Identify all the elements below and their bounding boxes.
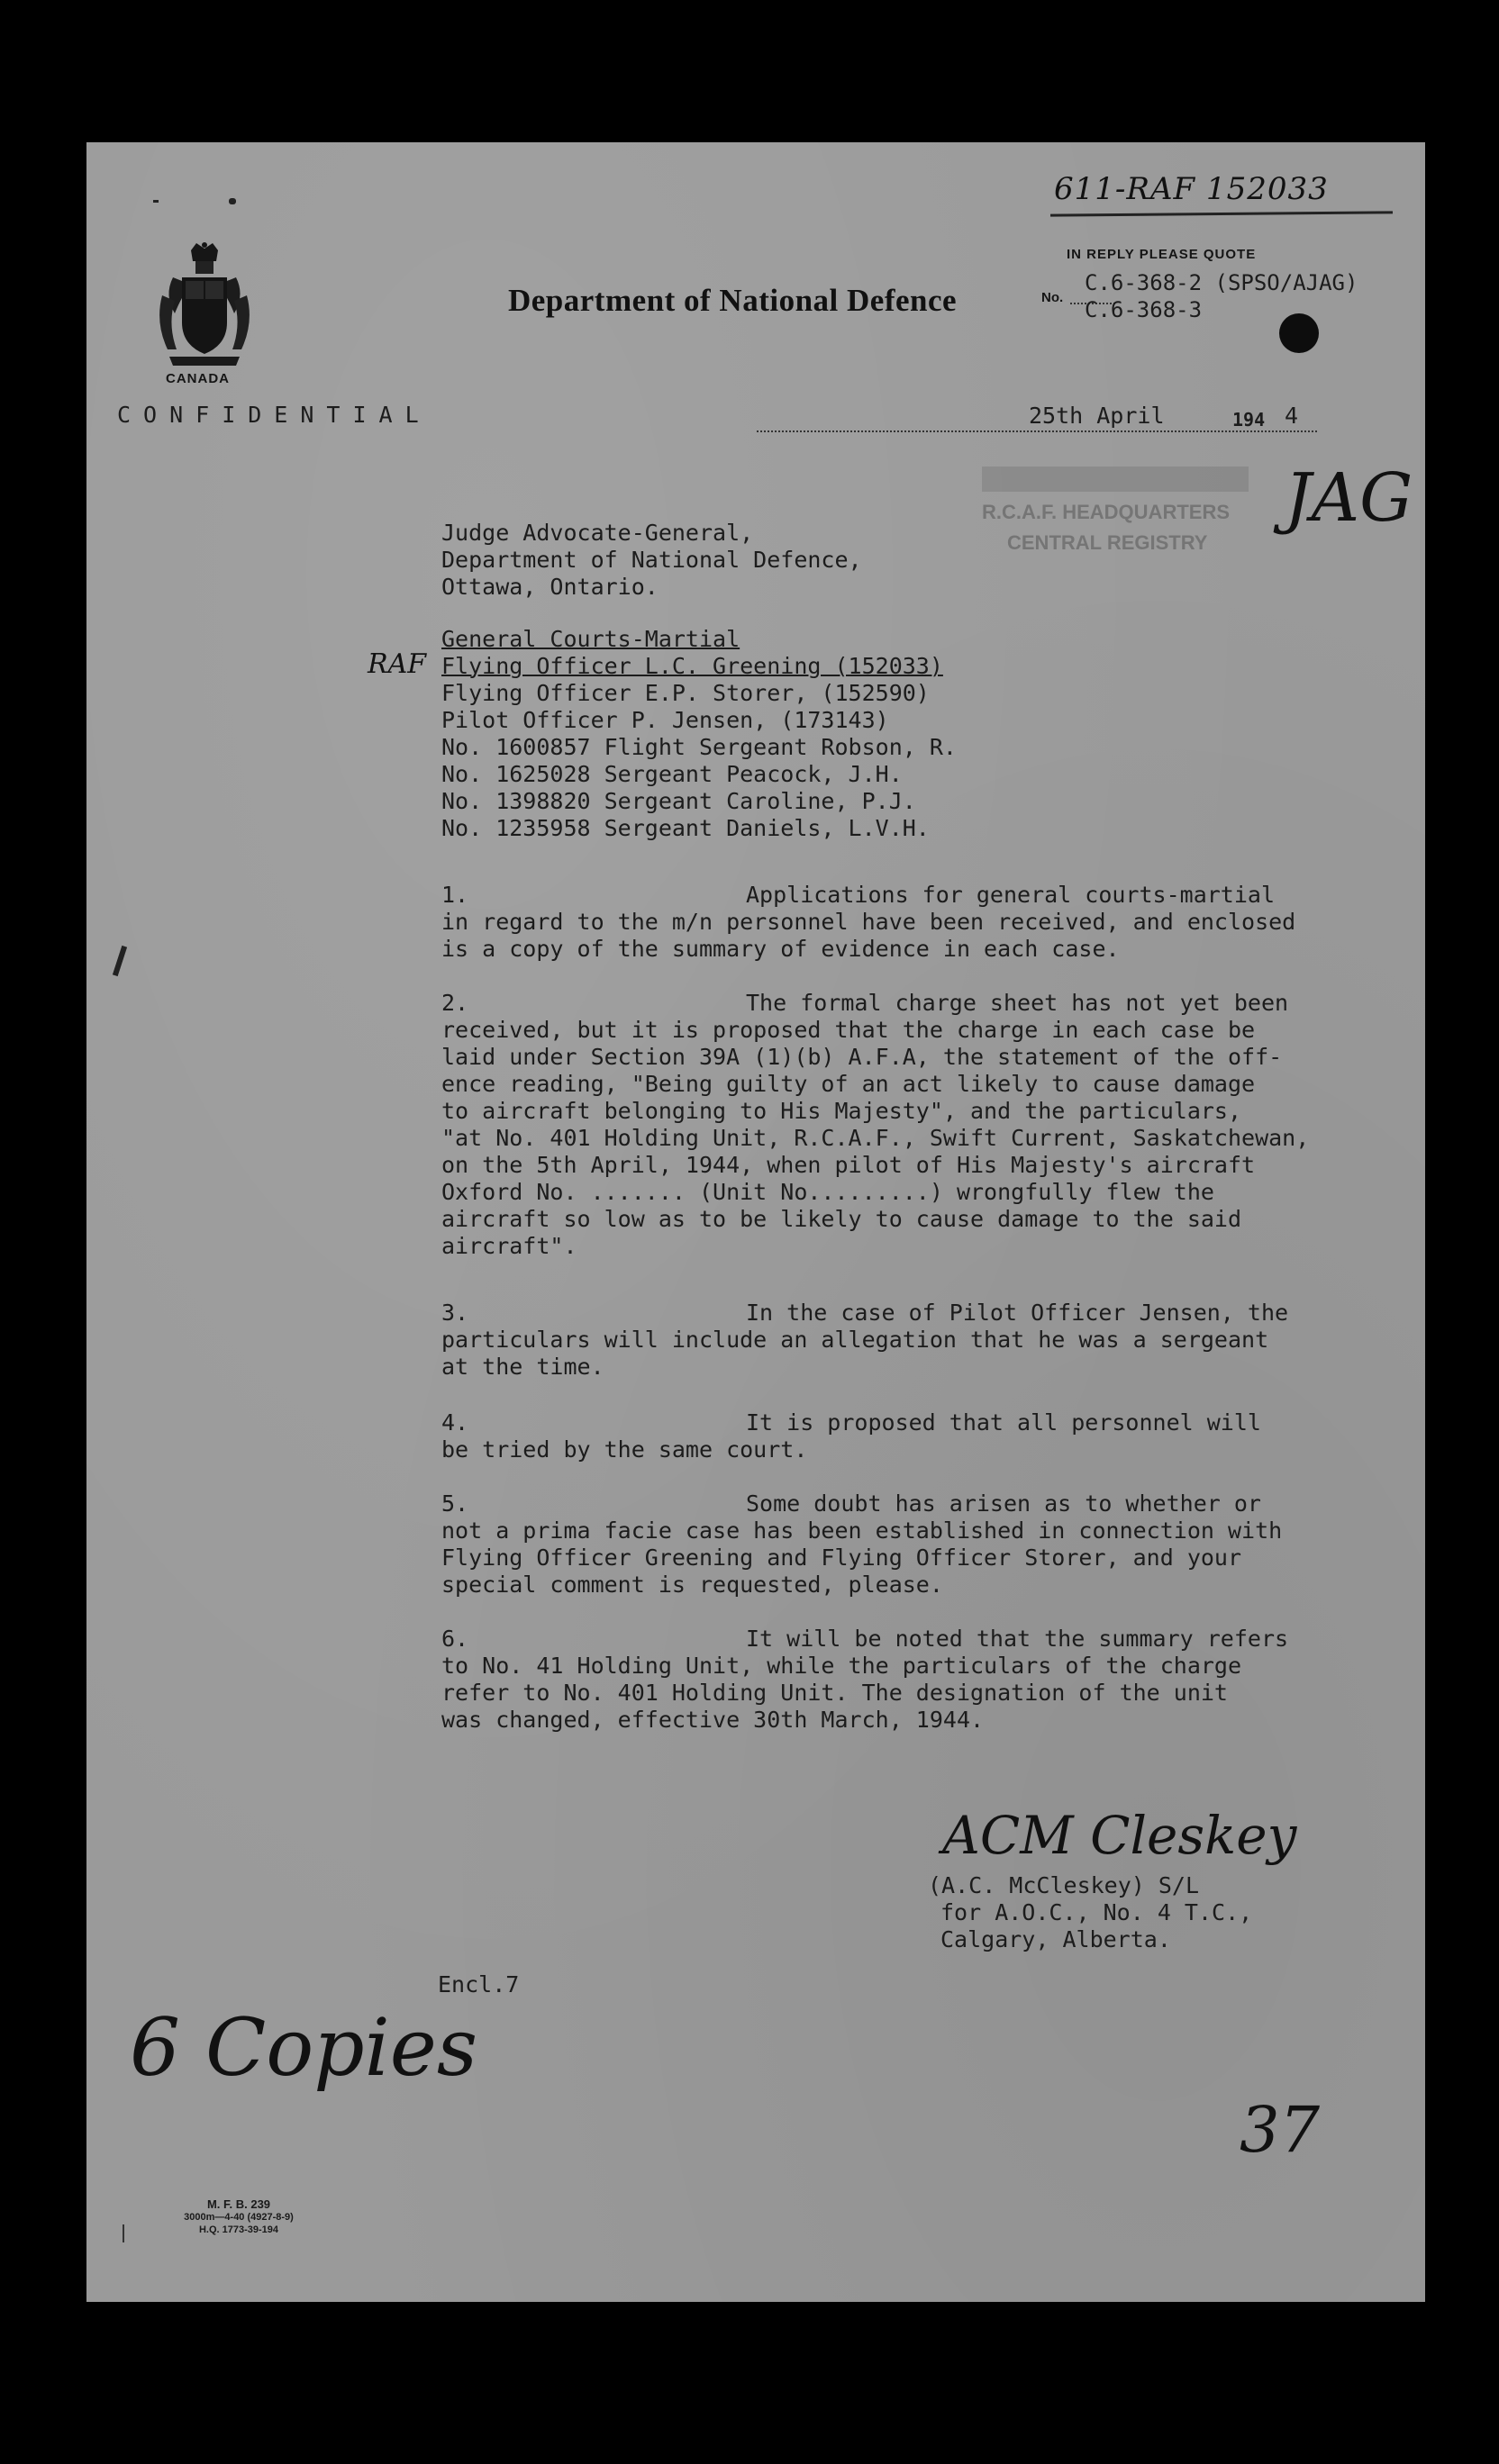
paragraph-1-number: 1. [441,882,469,908]
handwritten-file-number: 611-RAF 152033 [1054,171,1329,207]
paragraph-4-line-1: It is proposed that all personnel will [746,1409,1261,1436]
paragraph-2-line-8: Oxford No. ....... (Unit No.........) wrongfully flew the [441,1179,1214,1205]
no-label: No. [1041,290,1064,305]
punch-mark [153,200,159,203]
paragraph-2-line-2: received, but it is proposed that the charge in each case be [441,1017,1256,1043]
stamp-border [982,467,1249,492]
coat-of-arms-icon [155,241,254,376]
paragraph-4-number: 4. [441,1409,469,1436]
subject-personnel-4: No. 1600857 Flight Sergeant Robson, R. [441,734,957,760]
enclosure-note: Encl.7 [438,1971,520,1997]
addressee-line-1: Judge Advocate-General, [441,520,754,546]
subject-personnel-5: No. 1625028 Sergeant Peacock, J.H. [441,761,903,787]
handwritten-signature: ACM Cleskey [942,1805,1297,1866]
paragraph-5-line-1: Some doubt has arisen as to whether or [746,1490,1261,1517]
paragraph-2-line-9: aircraft so low as to be likely to cause damage to the said [441,1206,1242,1232]
file-number-primary: C.6-368-2 (SPSO/AJAG) [1085,270,1358,295]
paragraph-4-line-2: be tried by the same court. [441,1436,808,1463]
paragraph-2-line-7: on the 5th April, 1944, when pilot of His Majesty's aircraft [441,1152,1256,1178]
letter-year-suffix: 4 [1285,403,1299,429]
stamp-line-1: R.C.A.F. HEADQUARTERS [982,501,1231,523]
paragraph-1-line-3: is a copy of the summary of evidence in each case. [441,936,1120,962]
signature-line-3: Calgary, Alberta. [940,1926,1171,1952]
subject-personnel-6: No. 1398820 Sergeant Caroline, P.J. [441,788,916,814]
paragraph-2-line-1: The formal charge sheet has not yet been [746,990,1289,1016]
paragraph-2-line-3: laid under Section 39A (1)(b) A.F.A, the statement of the off- [441,1044,1283,1070]
form-code-line-3: H.Q. 1773-39-194 [198,2224,279,2235]
file-number-secondary: C.6-368-3 [1085,297,1203,322]
file-number-dot [1279,313,1319,353]
paragraph-5-number: 5. [441,1490,469,1517]
paragraph-6-number: 6. [441,1626,469,1652]
paragraph-2-line-10: aircraft". [441,1233,577,1259]
form-code-line-2: 3000m—4-40 (4927-8-9) [184,2212,294,2223]
crest-label: CANADA [166,371,230,386]
letter-year-prefix: 194 [1232,409,1266,430]
paragraph-1-line-1: Applications for general courts-martial [746,882,1275,908]
letter-date: 25th April [1029,403,1165,429]
paragraph-6-line-1: It will be noted that the summary refers [746,1626,1289,1652]
form-code-line-1: M. F. B. 239 [206,2197,271,2211]
subject-personnel-2: Flying Officer E.P. Storer, (152590) [441,680,930,706]
margin-mark [113,946,127,976]
paragraph-6-line-3: refer to No. 401 Holding Unit. The designation of the unit [441,1680,1228,1706]
subject-margin-note: RAF [368,648,427,680]
subject-personnel-7: No. 1235958 Sergeant Daniels, L.V.H. [441,815,930,841]
signature-line-2: for A.O.C., No. 4 T.C., [940,1899,1253,1925]
stamp-line-2: CENTRAL REGISTRY [1007,531,1208,554]
subject-personnel-1: Flying Officer L.C. Greening (152033) [441,653,943,679]
paragraph-3-line-2: particulars will include an allegation that he was a sergeant [441,1327,1269,1353]
department-title: Department of National Defence [508,283,958,318]
addressee-line-2: Department of National Defence, [441,547,862,573]
signature-typed-name: (A.C. McCleskey) S/L [928,1872,1200,1898]
handwritten-underline [1050,211,1393,216]
handwritten-initials: JAG [1285,459,1413,537]
paragraph-5-line-2: not a prima facie case has been established in connection with [441,1517,1283,1544]
paragraph-3-number: 3. [441,1300,469,1326]
paragraph-5-line-4: special comment is requested, please. [441,1572,943,1598]
paragraph-5-line-3: Flying Officer Greening and Flying Officer Storer, and your [441,1545,1242,1571]
form-edge-mark [123,2224,124,2242]
paragraph-6-line-4: was changed, effective 30th March, 1944. [441,1707,985,1733]
handwritten-page-number: 37 [1240,2093,1321,2167]
addressee-line-3: Ottawa, Ontario. [441,574,659,600]
paragraph-1-line-2: in regard to the m/n personnel have been received, and enclosed [441,909,1296,935]
paragraph-3-line-1: In the case of Pilot Officer Jensen, the [746,1300,1289,1326]
punch-mark [229,198,236,204]
classification: CONFIDENTIAL [117,402,432,428]
paragraph-2-line-4: ence reading, "Being guilty of an act likely to cause damage [441,1071,1256,1097]
paragraph-6-line-2: to No. 41 Holding Unit, while the particulars of the charge [441,1653,1242,1679]
registry-stamp [982,467,1252,575]
handwritten-copies-note: 6 Copies [130,2001,477,2094]
paragraph-2-line-6: "at No. 401 Holding Unit, R.C.A.F., Swift Current, Saskatchewan, [441,1125,1310,1151]
paragraph-2-number: 2. [441,990,469,1016]
subject-heading: General Courts-Martial [441,626,740,652]
paragraph-3-line-3: at the time. [441,1354,604,1380]
document-page [86,142,1425,2302]
paragraph-2-line-5: to aircraft belonging to His Majesty", and the particulars, [441,1098,1242,1124]
subject-personnel-3: Pilot Officer P. Jensen, (173143) [441,707,889,733]
reply-label: IN REPLY PLEASE QUOTE [1067,247,1257,262]
